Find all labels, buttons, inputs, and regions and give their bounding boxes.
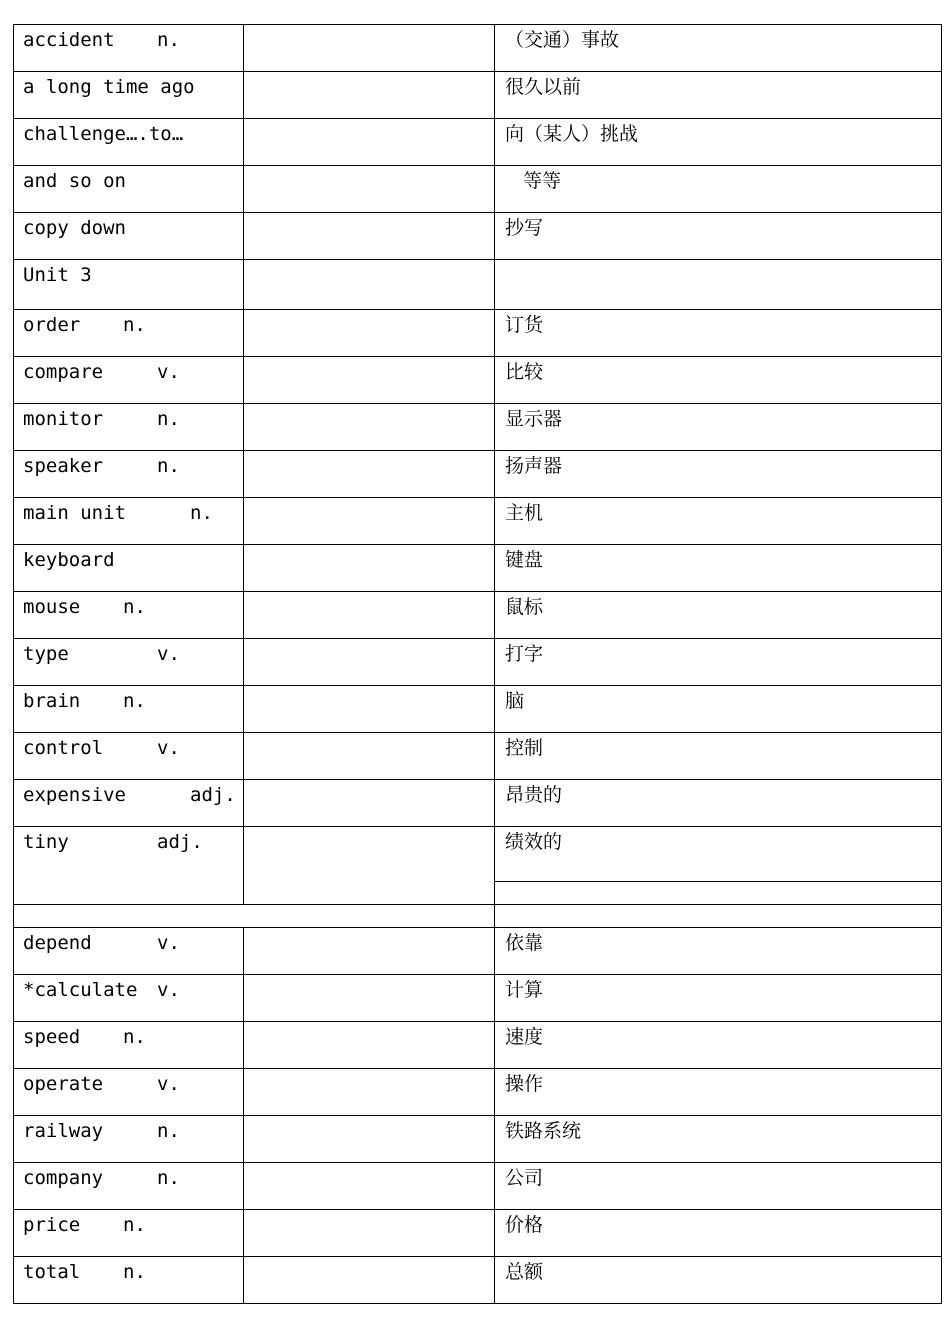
word-cell bbox=[14, 1210, 244, 1257]
meaning-cell bbox=[495, 733, 942, 780]
chinese-meaning: 扬声器 bbox=[505, 455, 563, 477]
english-word: speaker bbox=[23, 455, 104, 477]
chinese-meaning: （交通）事故 bbox=[505, 29, 620, 51]
english-word: keyboard bbox=[23, 549, 115, 571]
table-row bbox=[14, 213, 942, 260]
word-cell bbox=[14, 357, 244, 404]
part-of-speech: n. bbox=[123, 1026, 146, 1048]
english-word: mouse bbox=[23, 596, 81, 618]
chinese-meaning: 鼠标 bbox=[505, 596, 544, 618]
part-of-speech: n. bbox=[123, 690, 146, 712]
english-word: and so on bbox=[23, 170, 126, 192]
table-row bbox=[14, 404, 942, 451]
meaning-cell bbox=[495, 639, 942, 686]
blank-cell bbox=[14, 905, 495, 928]
part-of-speech: n. bbox=[123, 1214, 146, 1236]
word-cell bbox=[14, 1257, 244, 1304]
part-of-speech: v. bbox=[157, 932, 180, 954]
blank-cell bbox=[495, 905, 942, 928]
table-row bbox=[14, 72, 942, 119]
word-cell bbox=[14, 451, 244, 498]
unit-heading: Unit 3 bbox=[23, 264, 92, 286]
part-of-speech: v. bbox=[157, 643, 180, 665]
blank-cell bbox=[244, 119, 495, 166]
english-word: type bbox=[23, 643, 69, 665]
table-row bbox=[14, 1069, 942, 1116]
meaning-cell bbox=[495, 928, 942, 975]
blank-cell bbox=[244, 1022, 495, 1069]
english-word: accident bbox=[23, 29, 115, 51]
english-word: operate bbox=[23, 1073, 104, 1095]
english-word: expensive bbox=[23, 784, 126, 806]
meaning-cell bbox=[495, 72, 942, 119]
table-row bbox=[14, 310, 942, 357]
vocabulary-table bbox=[13, 24, 942, 1304]
chinese-meaning: 等等 bbox=[505, 170, 562, 192]
blank-cell bbox=[244, 1257, 495, 1304]
meaning-cell bbox=[495, 592, 942, 639]
blank-cell bbox=[244, 827, 495, 905]
table-row bbox=[14, 498, 942, 545]
blank-cell bbox=[244, 260, 495, 310]
blank-cell bbox=[244, 213, 495, 260]
unit-heading-row bbox=[14, 260, 942, 310]
blank-cell bbox=[244, 975, 495, 1022]
part-of-speech: n. bbox=[123, 1261, 146, 1283]
blank-cell bbox=[244, 451, 495, 498]
part-of-speech: n. bbox=[157, 1120, 180, 1142]
table-row bbox=[14, 975, 942, 1022]
english-word: monitor bbox=[23, 408, 104, 430]
part-of-speech: n. bbox=[157, 455, 180, 477]
word-cell bbox=[14, 686, 244, 733]
word-cell bbox=[14, 545, 244, 592]
blank-cell bbox=[244, 404, 495, 451]
english-word: price bbox=[23, 1214, 81, 1236]
chinese-meaning: 脑 bbox=[505, 690, 525, 712]
word-cell bbox=[14, 827, 244, 905]
part-of-speech: n. bbox=[157, 1167, 180, 1189]
part-of-speech: n. bbox=[157, 408, 180, 430]
chinese-meaning: 控制 bbox=[505, 737, 544, 759]
part-of-speech: v. bbox=[157, 361, 180, 383]
blank-cell bbox=[244, 1069, 495, 1116]
chinese-meaning: 打字 bbox=[505, 643, 544, 665]
word-cell bbox=[14, 72, 244, 119]
word-cell bbox=[14, 1163, 244, 1210]
blank-cell bbox=[244, 1163, 495, 1210]
table-row bbox=[14, 166, 942, 213]
separator-row bbox=[14, 905, 942, 928]
english-word: speed bbox=[23, 1026, 81, 1048]
chinese-meaning: 比较 bbox=[505, 361, 544, 383]
meaning-cell bbox=[495, 1069, 942, 1116]
blank-cell bbox=[244, 592, 495, 639]
chinese-meaning: 键盘 bbox=[505, 549, 544, 571]
blank-cell bbox=[244, 357, 495, 404]
chinese-meaning: 主机 bbox=[505, 502, 544, 524]
chinese-meaning: 绩效的 bbox=[505, 831, 563, 853]
meaning-cell bbox=[495, 1022, 942, 1069]
chinese-meaning: 订货 bbox=[505, 314, 544, 336]
blank-cell bbox=[244, 72, 495, 119]
word-cell bbox=[14, 733, 244, 780]
word-cell bbox=[14, 213, 244, 260]
blank-cell bbox=[495, 882, 942, 905]
english-word: order bbox=[23, 314, 81, 336]
blank-cell bbox=[244, 166, 495, 213]
table-row bbox=[14, 639, 942, 686]
chinese-meaning: 价格 bbox=[505, 1214, 544, 1236]
table-row bbox=[14, 357, 942, 404]
blank-cell bbox=[244, 545, 495, 592]
table-row bbox=[14, 733, 942, 780]
meaning-cell bbox=[495, 975, 942, 1022]
blank-cell bbox=[244, 928, 495, 975]
blank-cell bbox=[244, 1116, 495, 1163]
chinese-meaning: 速度 bbox=[505, 1026, 544, 1048]
part-of-speech: adj. bbox=[157, 831, 203, 853]
table-row bbox=[14, 1210, 942, 1257]
meaning-cell bbox=[495, 780, 942, 827]
english-word: brain bbox=[23, 690, 81, 712]
english-word: railway bbox=[23, 1120, 104, 1142]
blank-cell bbox=[244, 25, 495, 72]
table-row bbox=[14, 1022, 942, 1069]
table-row bbox=[14, 827, 942, 882]
word-cell bbox=[14, 1022, 244, 1069]
english-word: copy down bbox=[23, 217, 126, 239]
chinese-meaning: 铁路系统 bbox=[505, 1120, 582, 1142]
english-word: compare bbox=[23, 361, 104, 383]
meaning-cell bbox=[495, 25, 942, 72]
meaning-cell bbox=[495, 1210, 942, 1257]
word-cell bbox=[14, 928, 244, 975]
chinese-meaning: 操作 bbox=[505, 1073, 544, 1095]
table-row bbox=[14, 686, 942, 733]
table-row bbox=[14, 928, 942, 975]
blank-cell bbox=[244, 686, 495, 733]
blank-cell bbox=[244, 639, 495, 686]
chinese-meaning: 计算 bbox=[505, 979, 544, 1001]
table-row bbox=[14, 1116, 942, 1163]
part-of-speech: v. bbox=[157, 1073, 180, 1095]
word-cell bbox=[14, 1116, 244, 1163]
chinese-meaning: 公司 bbox=[505, 1167, 544, 1189]
table-row bbox=[14, 1163, 942, 1210]
meaning-cell bbox=[495, 686, 942, 733]
word-cell bbox=[14, 498, 244, 545]
meaning-cell bbox=[495, 166, 942, 213]
table-row bbox=[14, 592, 942, 639]
meaning-cell bbox=[495, 451, 942, 498]
meaning-cell bbox=[495, 1116, 942, 1163]
word-cell bbox=[14, 166, 244, 213]
part-of-speech: n. bbox=[123, 596, 146, 618]
part-of-speech: n. bbox=[123, 314, 146, 336]
meaning-cell bbox=[495, 1257, 942, 1304]
chinese-meaning: 显示器 bbox=[505, 408, 563, 430]
meaning-cell bbox=[495, 119, 942, 166]
chinese-meaning: 向（某人）挑战 bbox=[505, 123, 639, 145]
word-cell bbox=[14, 975, 244, 1022]
meaning-cell bbox=[495, 213, 942, 260]
blank-cell bbox=[244, 733, 495, 780]
word-cell bbox=[14, 639, 244, 686]
chinese-meaning: 抄写 bbox=[505, 217, 544, 239]
meaning-cell bbox=[495, 1163, 942, 1210]
word-cell bbox=[14, 780, 244, 827]
english-word: *calculate bbox=[23, 979, 138, 1001]
part-of-speech: adj. bbox=[190, 784, 236, 806]
chinese-meaning: 昂贵的 bbox=[505, 784, 563, 806]
blank-cell bbox=[244, 310, 495, 357]
english-word: company bbox=[23, 1167, 104, 1189]
english-word: main unit bbox=[23, 502, 126, 524]
word-cell bbox=[14, 260, 244, 310]
meaning-cell bbox=[495, 310, 942, 357]
english-word: control bbox=[23, 737, 104, 759]
word-cell bbox=[14, 25, 244, 72]
word-cell bbox=[14, 1069, 244, 1116]
english-word: challenge….to… bbox=[23, 123, 184, 145]
english-word: depend bbox=[23, 932, 92, 954]
meaning-cell bbox=[495, 545, 942, 592]
meaning-cell bbox=[495, 260, 942, 310]
meaning-cell bbox=[495, 357, 942, 404]
part-of-speech: n. bbox=[190, 502, 213, 524]
blank-cell bbox=[244, 780, 495, 827]
blank-cell bbox=[244, 498, 495, 545]
table-row bbox=[14, 451, 942, 498]
word-cell bbox=[14, 310, 244, 357]
table-row bbox=[14, 1257, 942, 1304]
meaning-cell bbox=[495, 827, 942, 882]
part-of-speech: v. bbox=[157, 979, 180, 1001]
word-cell bbox=[14, 404, 244, 451]
english-word: total bbox=[23, 1261, 81, 1283]
meaning-cell bbox=[495, 498, 942, 545]
english-word: a long time ago bbox=[23, 76, 195, 98]
chinese-meaning: 总额 bbox=[505, 1261, 544, 1283]
meaning-cell bbox=[495, 404, 942, 451]
chinese-meaning: 依靠 bbox=[505, 932, 544, 954]
chinese-meaning: 很久以前 bbox=[505, 76, 582, 98]
word-cell bbox=[14, 119, 244, 166]
blank-cell bbox=[244, 1210, 495, 1257]
table-row bbox=[14, 780, 942, 827]
part-of-speech: v. bbox=[157, 737, 180, 759]
table-row bbox=[14, 119, 942, 166]
part-of-speech: n. bbox=[157, 29, 180, 51]
table-row bbox=[14, 25, 942, 72]
word-cell bbox=[14, 592, 244, 639]
english-word: tiny bbox=[23, 831, 69, 853]
table-row bbox=[14, 545, 942, 592]
